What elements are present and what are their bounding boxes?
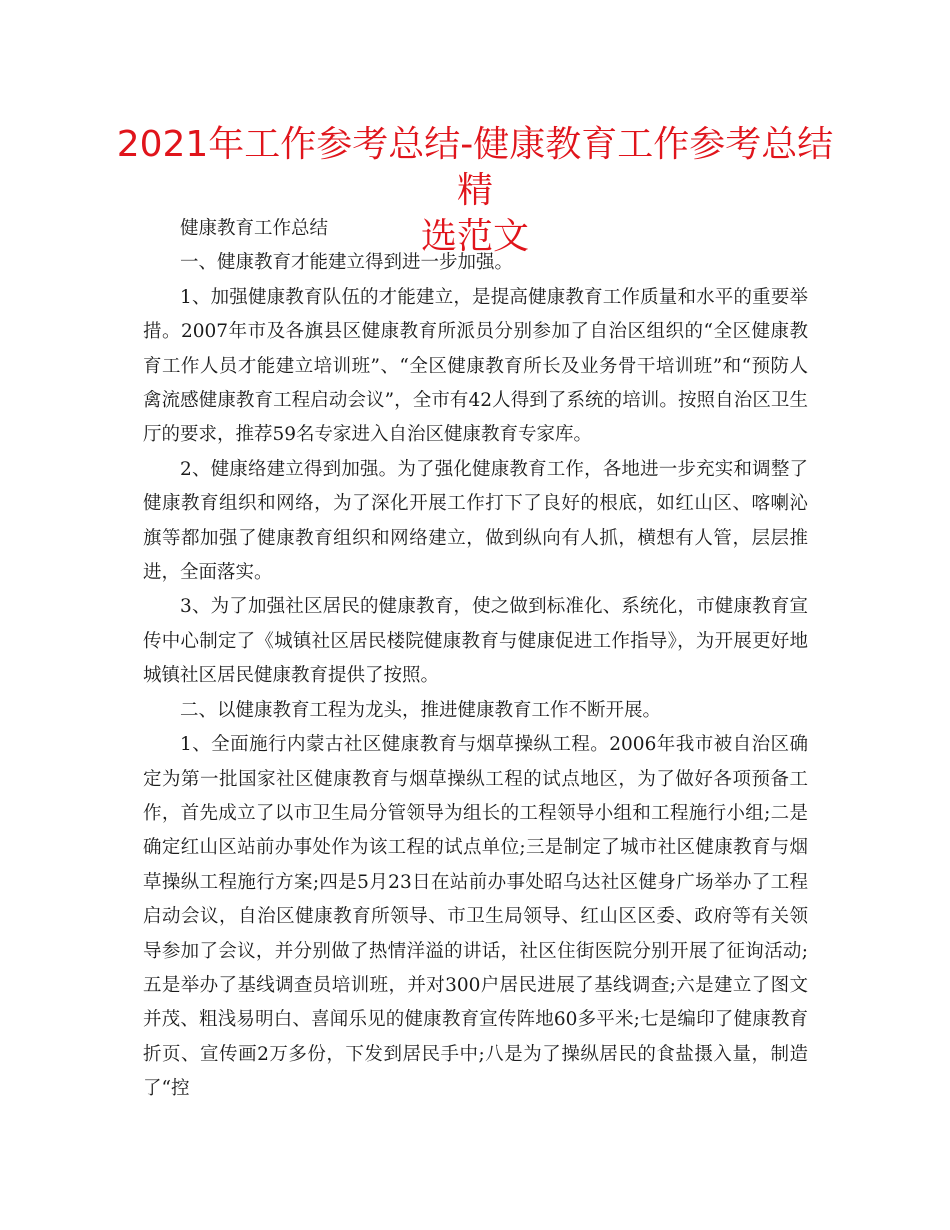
paragraph-1-3: 3、为了加强社区居民的健康教育，使之做到标准化、系统化，市健康教育宣传中心制定了《城镇社区居民楼院健康教育与健康促进工作指导》，为开展更好地城镇社区居民健康教育提供了按照。 <box>143 596 808 687</box>
paragraph-heading: 健康教育工作总结 <box>180 218 329 239</box>
document-body <box>143 212 808 1107</box>
section-one-heading: 一、健康教育才能建立得到进一步加强。 <box>180 252 514 274</box>
title-line-1: 2021年工作参考总结-健康教育工作参考总结精 <box>116 124 834 211</box>
section-two-heading: 二、以健康教育工程为龙头，推进健康教育工作不断开展。 <box>180 699 662 721</box>
paragraph-1-2: 2、健康络建立得到加强。为了强化健康教育工作，各地进一步充实和调整了健康教育组织和网络，为了深化开展工作打下了良好的根底，如红山区、喀喇沁旗等都加强了健康教育组织和网络建立，做到纵向有人抓，横想有人管，层层推进，全面落实。 <box>143 458 808 584</box>
paragraph-1-1: 1、加强健康教育队伍的才能建立，是提高健康教育工作质量和水平的重要举措。2007年市及各旗县区健康教育所派员分别参加了自治区组织的“全区健康教育工作人员才能建立培训班”、“全区健康教育所长及业务骨干培训班”和“预防人禽流感健康教育工程启动会议”，全市有42人得到了系统的培训。按照自治区卫生厅的要求，推荐59名专家进入自治区健康教育专家库。 <box>143 286 808 446</box>
title-line-2: 选范文 <box>420 216 529 257</box>
paragraph-2-1: 1、全面施行内蒙古社区健康教育与烟草操纵工程。2006年我市被自治区确定为第一批国家社区健康教育与烟草操纵工程的试点地区，为了做好各项预备工作，首先成立了以市卫生局分管领导为组长的工程领导小组和工程施行小组;二是确定红山区站前办事处作为该工程的试点单位;三是制定了城市社区健康教育与烟草操纵工程施行方案;四是5月23日在站前办事处昭乌达社区健身广场举办了工程启动会议，自治区健康教育所领导、市卫生局领导、红山区区委、政府等有关领导参加了会议，并分别做了热情洋溢的讲话，社区住街医院分别开展了征询活动;五是举办了基线调查员培训班，并对300户居民进展了基线调查;六是建立了图文并茂、粗浅易明白、喜闻乐见的健康教育宣传阵地60多平米;七是编印了健康教育折页、宣传画2万多份，下发到居民手中;八是为了操纵居民的食盐摄入量，制造了“控 <box>143 734 808 1100</box>
